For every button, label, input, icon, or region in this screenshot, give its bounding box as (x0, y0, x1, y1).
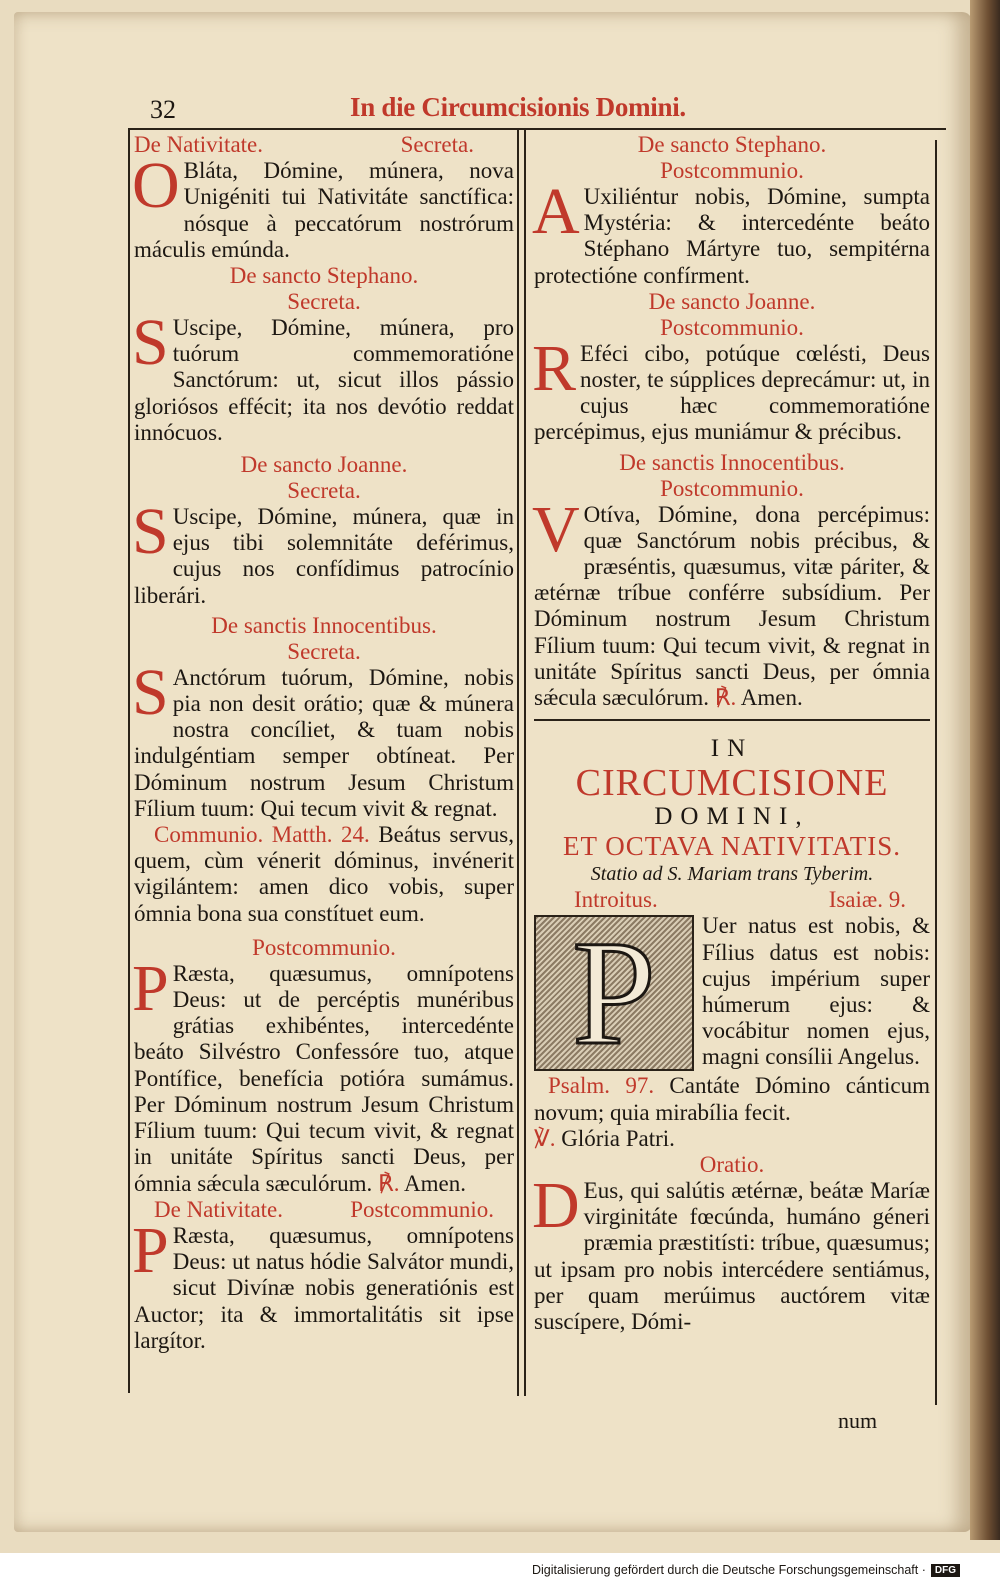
response-mark: ℟. (378, 1170, 400, 1196)
section-heading: De sancto Stephano. (229, 263, 419, 289)
left-column (134, 132, 514, 1354)
heading-row (134, 1197, 514, 1223)
introitus-label: Introitus. (574, 887, 658, 913)
middle-rule (517, 128, 519, 1396)
prayer-body: Anctórum tuórum, Dómine, nobis pia non desit orátio; quæ & múnera nostra concíliet, & tuam nobis indulgéntiam semper obtíneat. Per Dóminum nostrum Jesum Christum Fílium tuum: Qui tecum vivit & regnat. (134, 664, 514, 821)
section-subheading: Postcommunio. (660, 314, 804, 340)
prayer-body: Eféci cibo, potúque cœlésti, Deus noster, te súpplices deprecámur: ut, in cujus hæc commemoratióne percépimus, ejus muniámur & précibus. (534, 340, 930, 445)
statio-line: Statio ad S. Mariam trans Tyberim. (590, 863, 874, 886)
page-number: 32 (150, 95, 176, 124)
drop-capital: P (132, 951, 169, 1025)
section-subheading: Secreta. (287, 289, 361, 315)
prayer-text (532, 331, 930, 446)
introitus-body: Uer natus est nobis, & Fílius datus est nobis: cujus impérium super húmerum ejus: & vocábitur nomen ejus, magni consílii Angelus. (702, 913, 930, 1070)
prayer-text (132, 655, 514, 822)
digitization-footer (0, 1553, 1000, 1587)
prayer-text (132, 306, 514, 446)
section-subheading: Postcommunio. (660, 475, 804, 501)
prayer-text (132, 149, 514, 263)
top-rule (128, 128, 946, 130)
drop-capital: P (132, 1213, 169, 1287)
introitus-reference: Isaiæ. 9. (828, 887, 906, 913)
introitus-text (534, 910, 930, 1077)
running-head: In die Circumcisionis Domini. (350, 92, 686, 122)
drop-capital: S (132, 306, 169, 380)
section-heading: De Nativitate. (154, 1196, 284, 1222)
catchword: num (838, 1408, 878, 1433)
heading-row (134, 132, 514, 158)
drop-capital: A (532, 175, 580, 248)
psalm-label: Psalm. 97. (548, 1073, 655, 1099)
prayer-body: Ræsta, quæsumus, omnípotens Deus: ut natus hódie Salvátor mundi, sicut Divínæ nobis generatiónis est Auctor; ita & immortalitátis sit ipse largítor. (134, 1222, 514, 1353)
gloria-body: Glória Patri. (561, 1125, 675, 1151)
section-heading: Oratio. (699, 1152, 765, 1178)
book-edge (970, 0, 1000, 1540)
section-heading: De sanctis Innocentibus. (619, 449, 845, 475)
communio-label: Communio. Matth. 24. (154, 822, 370, 848)
right-column (534, 132, 930, 1335)
footer-text: Digitalisierung gefördert durch die Deutsche Forschungsgemeinschaft · (531, 1563, 926, 1577)
section-heading: De sanctis Innocentibus. (211, 612, 437, 638)
prayer-text (132, 951, 514, 1197)
feast-subtitle: ET OCTAVA NATIVITATIS. (563, 831, 901, 862)
left-rule (128, 128, 130, 1393)
drop-capital: R (532, 331, 577, 405)
section-subheading: Secreta. (287, 478, 361, 504)
woodcut-initial (534, 910, 694, 1077)
drop-capital: D (532, 1169, 580, 1243)
prayer-text (532, 492, 930, 712)
drop-capital: S (132, 655, 169, 729)
section-subheading: Postcommunio. (660, 158, 804, 183)
psalm-body: Cantáte Dómino cánticum novum; quia mirabília fecit. (534, 1073, 931, 1125)
drop-capital: V (532, 492, 580, 566)
right-rule (935, 140, 937, 1405)
drop-capital: O (132, 149, 180, 223)
communio-body: Beátus servus, quem, cùm vénerit dóminus, invénerit vigilántem: amen dico vobis, super ómnia bona sua constítuet eum. (134, 822, 515, 926)
prayer-body: Uscipe, Dómine, múnera, pro tuórum commemoratióne Sanctórum: ut, sicut illos pássio gloriósos effécit; ita nos devótio reddat innócuos. (134, 315, 514, 445)
amen-text: Amen. (404, 1170, 466, 1196)
prayer-body: Bláta, Dómine, múnera, nova Unigéniti tui Nativitáte sanctífica: nósque à peccatórum nostrórum máculis emúnda. (134, 158, 514, 262)
drop-capital: S (132, 495, 169, 569)
prayer-text (532, 175, 930, 289)
prayer-body: Ræsta, quæsumus, omnípotens Deus: ut de percéptis munéribus grátias exhibéntes, intercedénte beáto Silvéstro Confessóre tuo, atque Pontífice, benefícia potióra sumámus. Per Dóminum nostrum Jesum Christum Fílium tuum: Qui tecum vivit, & regnat in unitáte Spíritus sancti Deus, per ómnia sǽcula sæculórum. (134, 960, 514, 1196)
prayer-body: Eus, qui salútis ætérnæ, beátæ Maríæ virginitáte fœcúnda, humáno géneri præmia præstitísti: tríbue, quæsumus; ut ipsam pro nobis intercédere sentiámus, per quam merúimus auctórem vitæ suscípere, Dómi- (534, 1178, 930, 1335)
prayer-text (532, 1169, 930, 1335)
middle-rule-inner (524, 128, 526, 1396)
section-heading: Postcommunio. (350, 1196, 494, 1222)
prayer-body: Uscipe, Dómine, múnera, quæ in ejus tibi solemnitáte deférimus, cujus nos confídimus patrocínio liberári. (134, 504, 514, 608)
prayer-body: Uxiliéntur nobis, Dómine, sumpta Mystéria: & intercedénte beáto Stéphano Mártyre tuo, sempitérna protectióne confírment. (534, 184, 930, 288)
versicle-mark: ℣. (534, 1125, 556, 1151)
section-heading: De sancto Joanne. (648, 288, 816, 314)
prayer-body: Otíva, Dómine, dona percépimus: quæ Sanctórum nobis précibus, & præséntis, quæsumus, vitæ páriter, & ætérnæ tríbue conférre subsídium. Per Dóminum nostrum Jesum Christum Fílium tuum: Qui tecum vivit, & regnat in unitáte Spíritus sancti Deus, per ómnia sǽcula sæculórum. (534, 501, 930, 711)
section-heading: De sancto Stephano. (637, 132, 827, 157)
section-heading: De Nativitate. (134, 132, 264, 157)
section-heading: De sancto Joanne. (240, 452, 408, 478)
section-heading: Secreta. (400, 132, 474, 157)
woodcut-letter: P (572, 910, 656, 1077)
communio-text (134, 822, 514, 927)
gloria-text (534, 1126, 930, 1152)
section-subheading: Secreta. (287, 638, 361, 664)
feast-title: CIRCUMCISIONE (575, 762, 889, 805)
amen-text: Amen. (740, 685, 803, 711)
prayer-text (132, 495, 514, 609)
feast-title-in: IN (710, 735, 754, 763)
section-heading: Postcommunio. (252, 934, 396, 960)
dfg-logo: DFG (931, 1564, 960, 1577)
psalm-text (534, 1073, 930, 1125)
section-divider (534, 719, 930, 721)
feast-title-domini: DOMINI, (654, 803, 810, 831)
response-mark: ℟. (714, 685, 737, 711)
prayer-text (132, 1213, 514, 1354)
